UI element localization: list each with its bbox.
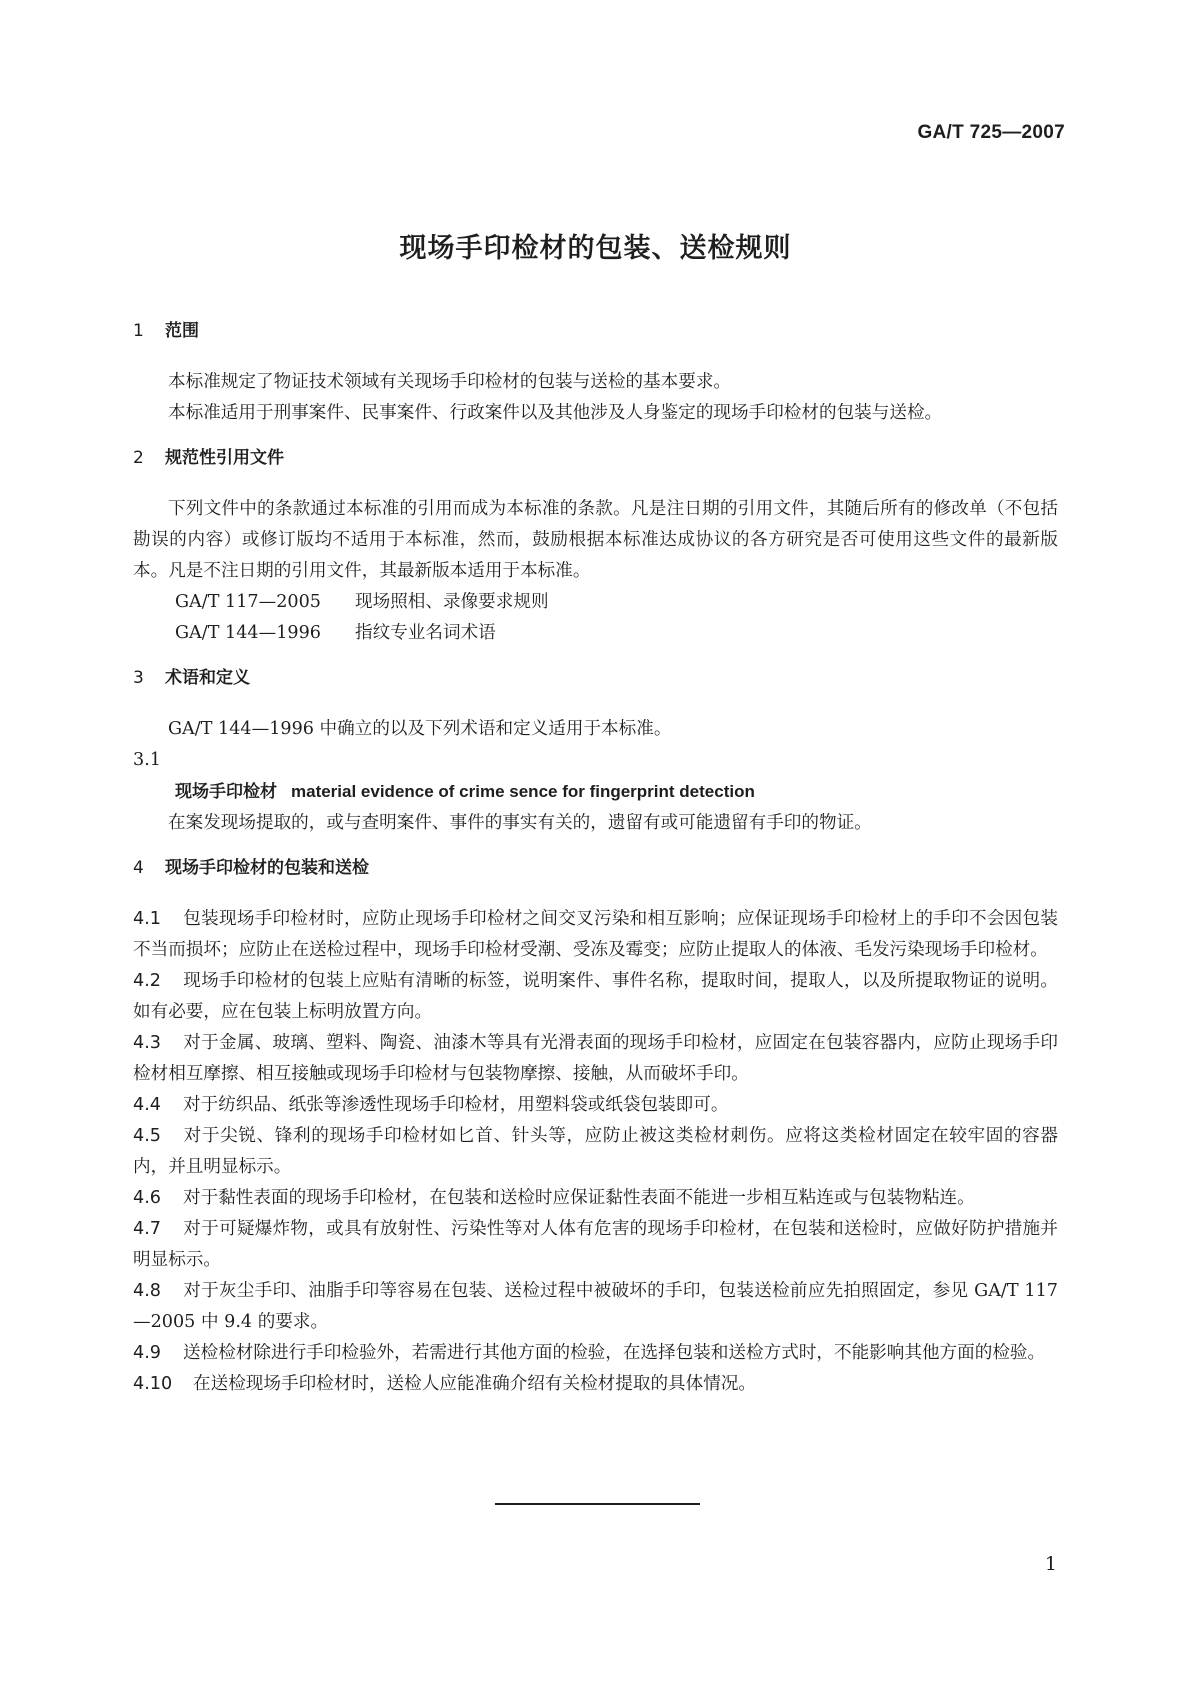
section-title: 现场手印检材的包装和送检: [165, 858, 369, 878]
clause-number: 4.8: [133, 1281, 161, 1301]
clause: [133, 1214, 1058, 1276]
clause-text: 对于灰尘手印、油脂手印等容易在包装、送检过程中被破坏的手印，包装送检前应先拍照固定，参见 GA/T 117—2005 中 9.4 的要求。: [133, 1281, 1058, 1332]
clause-number: 4.1: [133, 909, 161, 929]
clause-number: 4.5: [133, 1126, 161, 1146]
section-2-heading: [133, 443, 1058, 474]
clause: [133, 1369, 1058, 1400]
section-number: 1: [133, 321, 144, 341]
clause: [133, 1121, 1058, 1183]
paragraph: 本标准规定了物证技术领域有关现场手印检材的包装与送检的基本要求。: [168, 372, 732, 392]
normative-reference: [133, 618, 1058, 649]
section-number: 4: [133, 858, 144, 878]
clause-text: 现场手印检材的包装上应贴有清晰的标签，说明案件、事件名称，提取时间，提取人，以及所提取物证的说明。如有必要，应在包装上标明放置方向。: [133, 971, 1058, 1022]
term-chinese: 现场手印检材: [175, 782, 277, 802]
clause: [133, 1183, 1058, 1214]
normative-reference: [133, 587, 1058, 618]
standard-code: GA/T 725—2007: [917, 122, 1065, 143]
reference-code: GA/T 117—2005: [175, 592, 321, 612]
clause-text: 对于黏性表面的现场手印检材，在包装和送检时应保证黏性表面不能进一步相互粘连或与包装物粘连。: [183, 1188, 975, 1208]
reference-title: 现场照相、录像要求规则: [355, 592, 549, 612]
clause-text: 在送检现场手印检材时，送检人应能准确介绍有关检材提取的具体情况。: [193, 1374, 757, 1394]
document-body: [133, 316, 1058, 1400]
paragraph: GA/T 144—1996 中确立的以及下列术语和定义适用于本标准。: [168, 719, 672, 739]
clause-number: 4.2: [133, 971, 161, 991]
section-title: 规范性引用文件: [165, 448, 284, 468]
reference-title: 指纹专业名词术语: [355, 623, 496, 643]
section-4-heading: [133, 853, 1058, 884]
end-rule: [495, 1503, 700, 1505]
clause: [133, 1276, 1058, 1338]
section-1-heading: [133, 316, 1058, 347]
term-entry: [133, 776, 1058, 808]
paragraph: 本标准适用于刑事案件、民事案件、行政案件以及其他涉及人身鉴定的现场手印检材的包装与送检。: [168, 403, 943, 423]
clause-text: 对于尖锐、锋利的现场手印检材如匕首、针头等，应防止被这类检材刺伤。应将这类检材固定在较牢固的容器内，并且明显标示。: [133, 1126, 1058, 1177]
clause-number: 4.9: [133, 1343, 161, 1363]
reference-code: GA/T 144—1996: [175, 623, 321, 643]
page-number: 1: [1044, 1553, 1057, 1575]
section-title: 范围: [165, 321, 199, 341]
clause-number: 4.10: [133, 1374, 173, 1394]
paragraph: 下列文件中的条款通过本标准的引用而成为本标准的条款。凡是注日期的引用文件，其随后所有的修改单（不包括勘误的内容）或修订版均不适用于本标准，然而，鼓励根据本标准达成协议的各方研究是否可使用这些文件的最新版本。凡是不注日期的引用文件，其最新版本适用于本标准。: [133, 499, 1058, 581]
section-number: 2: [133, 448, 144, 468]
section-3-heading: [133, 663, 1058, 694]
clause-text: 对于可疑爆炸物，或具有放射性、污染性等对人体有危害的现场手印检材，在包装和送检时，应做好防护措施并明显标示。: [133, 1219, 1058, 1270]
clause: [133, 904, 1058, 966]
clause-text: 对于金属、玻璃、塑料、陶瓷、油漆木等具有光滑表面的现场手印检材，应固定在包装容器内，应防止现场手印检材相互摩擦、相互接触或现场手印检材与包装物摩擦、接触，从而破坏手印。: [133, 1033, 1058, 1084]
clause-text: 对于纺织品、纸张等渗透性现场手印检材，用塑料袋或纸袋包装即可。: [183, 1095, 729, 1115]
clause-text: 包装现场手印检材时，应防止现场手印检材之间交叉污染和相互影响；应保证现场手印检材上的手印不会因包装不当而损坏；应防止在送检过程中，现场手印检材受潮、受冻及霉变；应防止提取人的体液、毛发污染现场手印检材。: [133, 909, 1058, 960]
clause: [133, 1338, 1058, 1369]
clause-number: 4.3: [133, 1033, 161, 1053]
clause: [133, 1090, 1058, 1121]
clause-number: 4.6: [133, 1188, 161, 1208]
section-number: 3: [133, 668, 144, 688]
term-definition: 在案发现场提取的，或与查明案件、事件的事实有关的，遗留有或可能遗留有手印的物证。: [168, 813, 872, 833]
clause: [133, 1028, 1058, 1090]
clause-number: 4.7: [133, 1219, 161, 1239]
term-english: material evidence of crime sence for fingerprint detection: [291, 782, 755, 801]
clause-number: 4.4: [133, 1095, 161, 1115]
term-number: 3.1: [133, 750, 161, 770]
clause-text: 送检检材除进行手印检验外，若需进行其他方面的检验，在选择包装和送检方式时，不能影响其他方面的检验。: [183, 1343, 1046, 1363]
page-title: 现场手印检材的包装、送检规则: [399, 233, 792, 264]
section-title: 术语和定义: [165, 668, 250, 688]
clause: [133, 966, 1058, 1028]
